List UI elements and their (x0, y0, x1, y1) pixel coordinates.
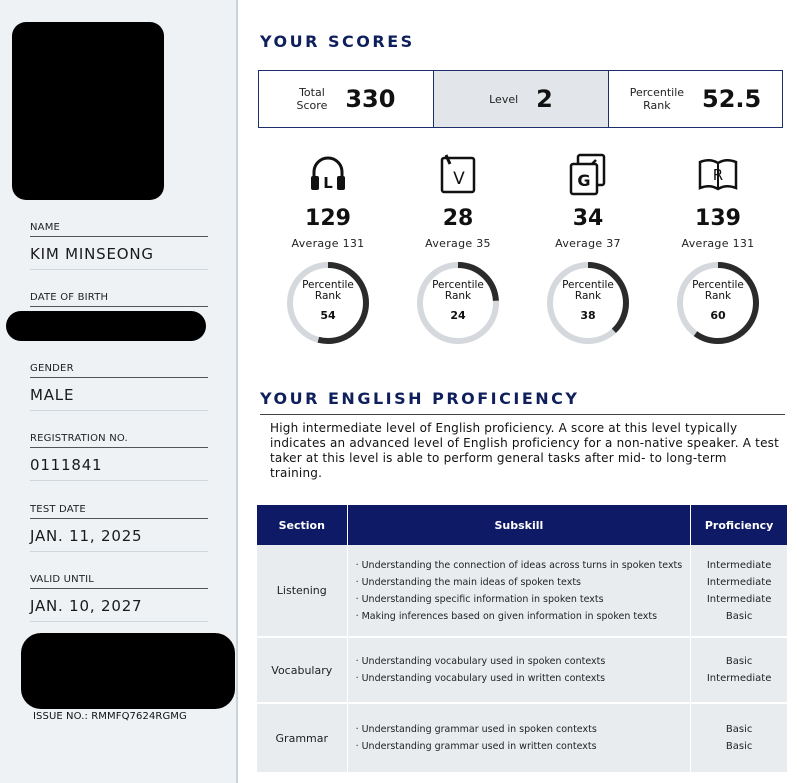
subskill-table (257, 505, 787, 774)
header-subskill: Subskill (347, 505, 691, 545)
proficiency-line: Basic (725, 741, 753, 752)
listening-percentile: 54 (320, 309, 336, 322)
section-vocabulary (398, 152, 518, 348)
subskill-line: · Understanding the main ideas of spoken texts (355, 576, 582, 588)
ring-label-line1: Percentile (432, 279, 484, 291)
gender-label: GENDER (30, 363, 208, 378)
ring-label (543, 280, 633, 321)
proficiency-line: Intermediate (706, 576, 772, 588)
subskill-line: · Understanding vocabulary used in spoken contexts (355, 656, 606, 667)
header-section: Section (257, 505, 347, 545)
vocabulary-score: 28 (442, 206, 474, 231)
pr-label-line2: Rank (643, 99, 671, 112)
percentile-value: 52.5 (702, 85, 762, 113)
table-row (257, 545, 787, 637)
test-date-label: TEST DATE (30, 504, 208, 519)
vocabulary-percentile: 24 (450, 309, 466, 322)
listening-average: Average 131 (291, 237, 365, 250)
row-proficiency (691, 703, 787, 773)
reading-book-icon (696, 152, 740, 196)
reading-score: 139 (695, 206, 741, 231)
level-value: 2 (536, 85, 553, 113)
section-listening (268, 152, 388, 348)
ring-label-line1: Percentile (302, 279, 354, 291)
vocabulary-percentile-ring (413, 258, 503, 348)
valid-until-field (30, 574, 208, 622)
ring-label-line1: Percentile (692, 279, 744, 291)
proficiency-line: Intermediate (706, 593, 772, 605)
redacted-dob (6, 311, 206, 341)
row-proficiency (691, 545, 787, 637)
proficiency-line: Basic (725, 610, 753, 622)
name-field (30, 222, 208, 270)
row-section: Vocabulary (257, 637, 347, 703)
score-summary (258, 70, 783, 128)
registration-label: REGISTRATION NO. (30, 433, 208, 448)
subskill-line: · Understanding grammar used in written contexts (355, 741, 597, 752)
ring-label (283, 280, 373, 321)
svg-text:R: R (712, 166, 724, 184)
subskill-line: · Making inferences based on given information in spoken texts (355, 610, 658, 622)
name-label: NAME (30, 222, 208, 237)
level-label: Level (489, 92, 519, 106)
subskill-line: · Understanding the connection of ideas across turns in spoken texts (355, 559, 683, 571)
row-section: Listening (257, 545, 347, 637)
grammar-percentile-ring (543, 258, 633, 348)
proficiency-heading: YOUR ENGLISH PROFICIENCY (260, 389, 580, 408)
section-scores (268, 152, 788, 372)
vocabulary-average: Average 35 (425, 237, 491, 250)
ring-label (673, 280, 763, 321)
grammar-score: 34 (572, 206, 604, 231)
percentile-cell (609, 71, 782, 127)
ring-label (413, 280, 503, 321)
dob-label: DATE OF BIRTH (30, 292, 208, 307)
row-subskills (347, 637, 691, 703)
subskill-line: · Understanding grammar used in spoken contexts (355, 724, 597, 735)
row-section: Grammar (257, 703, 347, 773)
ring-label-line2: Rank (704, 290, 732, 302)
reading-average: Average 131 (681, 237, 755, 250)
headphones-icon (306, 152, 350, 196)
listening-score: 129 (305, 206, 351, 231)
issue-number: ISSUE NO.: RMMFQ7624RGMG (33, 711, 187, 722)
test-date-field (30, 504, 208, 552)
valid-until-label: VALID UNTIL (30, 574, 208, 589)
vocabulary-icon (436, 152, 480, 196)
name-value: KIM MINSEONG (30, 245, 208, 270)
svg-text:V: V (453, 169, 465, 189)
level-cell (434, 71, 609, 127)
valid-until-value: JAN. 10, 2027 (30, 597, 208, 622)
percentile-label (630, 86, 684, 112)
candidate-panel (0, 0, 238, 783)
dob-field (30, 292, 208, 307)
registration-value: 0111841 (30, 456, 208, 481)
header-proficiency: Proficiency (691, 505, 787, 545)
proficiency-description: High intermediate level of English proficiency. A score at this level typically indicates an advanced level of English proficiency for a non-native speaker. A test taker at this level is able to perform general tasks after mid- to long-term training. (270, 421, 780, 480)
reading-percentile: 60 (710, 309, 726, 322)
ring-label-line2: Rank (444, 290, 472, 302)
total-score-value: 330 (345, 85, 396, 113)
report-panel (240, 0, 797, 783)
table-row (257, 637, 787, 703)
section-reading (658, 152, 778, 348)
total-label-line1: Total (299, 86, 325, 99)
proficiency-line: Basic (725, 724, 753, 735)
subskill-line: · Understanding vocabulary used in written contexts (355, 673, 606, 684)
svg-text:G: G (577, 171, 591, 190)
registration-field (30, 433, 208, 481)
ring-label-line2: Rank (314, 290, 342, 302)
redacted-photo (12, 22, 164, 200)
ring-label-line2: Rank (574, 290, 602, 302)
grammar-average: Average 37 (555, 237, 621, 250)
total-label-line2: Score (296, 99, 328, 112)
section-grammar (528, 152, 648, 348)
row-subskills (347, 703, 691, 773)
gender-value: MALE (30, 386, 208, 411)
table-row (257, 703, 787, 773)
grammar-percentile: 38 (580, 309, 596, 322)
grammar-icon (566, 152, 610, 196)
subskill-line: · Understanding specific information in spoken texts (355, 593, 604, 605)
scores-heading: YOUR SCORES (260, 32, 415, 51)
proficiency-line: Basic (725, 656, 753, 667)
listening-percentile-ring (283, 258, 373, 348)
proficiency-line: Intermediate (706, 673, 772, 684)
row-subskills (347, 545, 691, 637)
reading-percentile-ring (673, 258, 763, 348)
proficiency-line: Intermediate (706, 559, 772, 571)
total-score-cell (259, 71, 434, 127)
row-proficiency (691, 637, 787, 703)
test-date-value: JAN. 11, 2025 (30, 527, 208, 552)
pr-label-line1: Percentile (629, 86, 685, 99)
svg-text:L: L (323, 174, 333, 192)
gender-field (30, 363, 208, 411)
total-score-label (297, 86, 328, 112)
proficiency-divider (260, 414, 785, 415)
redacted-signature (21, 633, 235, 709)
ring-label-line1: Percentile (562, 279, 614, 291)
table-header-row (257, 505, 787, 545)
